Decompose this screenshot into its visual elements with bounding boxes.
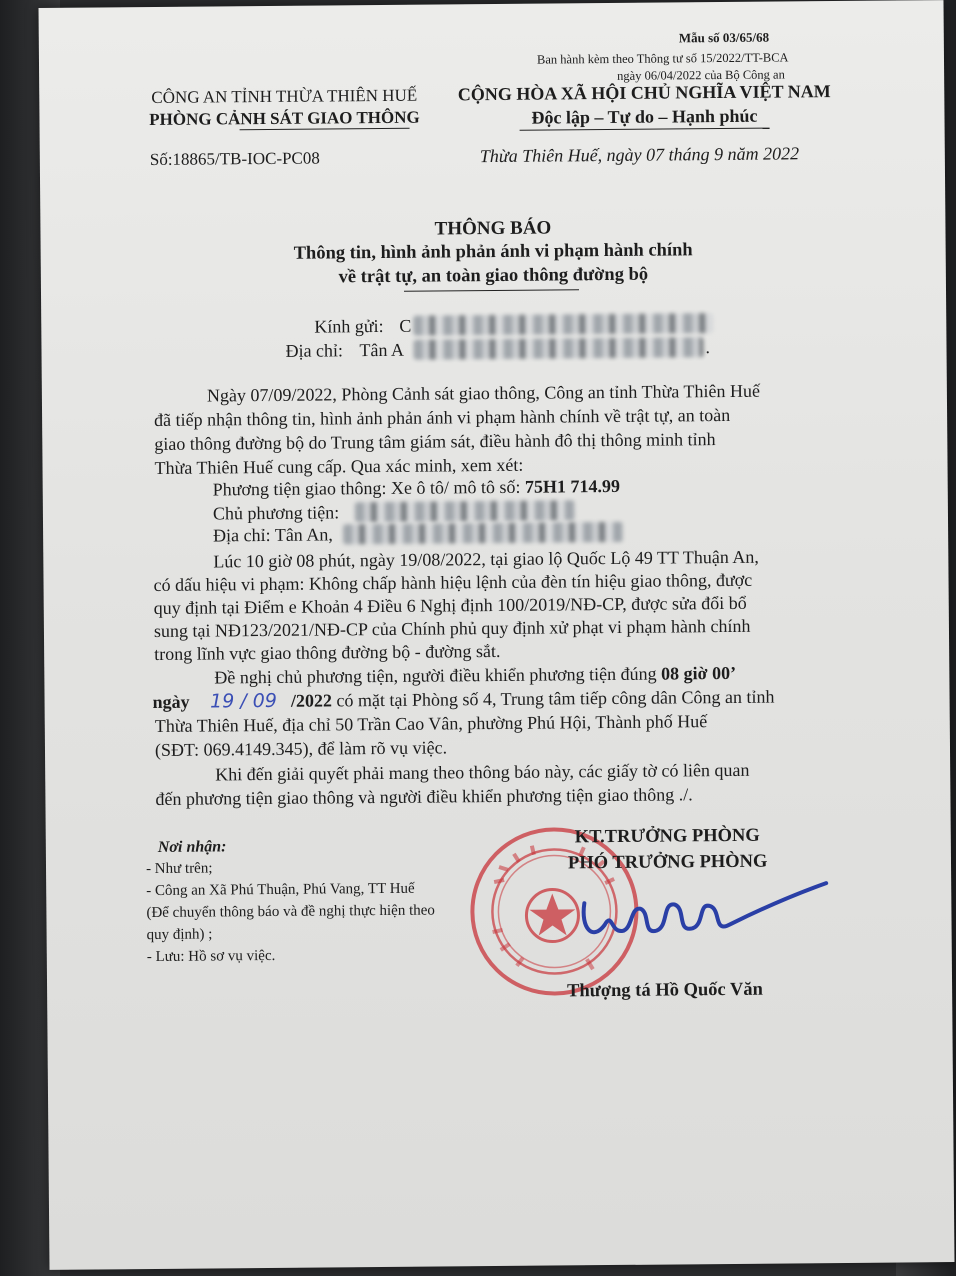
owner-label: Chủ phương tiện: <box>212 502 340 524</box>
form-number: Mẫu số 03/65/68 <box>678 29 770 46</box>
document-subtitle-1: Thông tin, hình ảnh phản ánh vi phạm hành chính <box>293 240 693 264</box>
handwritten-date: 19 / 09 <box>209 689 278 713</box>
recipients-title: Nơi nhận: <box>157 838 227 856</box>
para1-line4: Thừa Thiên Huế cung cấp. Qua xác minh, xem xét: <box>154 454 524 478</box>
para2-line2: có dấu hiệu vi phạm: Không chấp hành hiệu lệnh của đèn tín hiệu giao thông, được <box>153 569 753 595</box>
recipient-label: Kính gửi: <box>314 315 384 337</box>
subtitle-underline <box>404 289 579 292</box>
form-issued-line2: ngày 06/04/2022 của Bộ Công an <box>617 67 785 83</box>
department-underline <box>240 128 410 130</box>
owner-address-label: Địa chỉ: Tân An, <box>213 524 333 546</box>
appointment-year: /2022 <box>290 690 333 711</box>
document-title: THÔNG BÁO <box>434 217 552 240</box>
address-label: Địa chỉ: <box>285 340 344 361</box>
place-date: Thừa Thiên Huế, ngày 07 tháng 9 năm 2022 <box>479 143 800 167</box>
para3-text: Đề nghị chủ phương tiện, người điều khiển phương tiện đúng <box>214 663 662 688</box>
recipient-item-1: - Như trên; <box>145 860 213 878</box>
para4-line1: Khi đến giải quyết phải mang theo thông báo này, các giấy tờ có liên quan <box>215 759 750 785</box>
appointment-day-label: ngày <box>152 691 190 713</box>
para3-line2 <box>152 686 774 713</box>
appointment-time: 08 giờ 00’ <box>661 662 737 684</box>
vehicle-line <box>213 475 620 501</box>
address-end: . <box>705 337 711 358</box>
vehicle-label: Phương tiện giao thông: Xe ô tô/ mô tô số: <box>212 476 526 500</box>
para3-line1 <box>214 662 736 689</box>
national-motto: Độc lập – Tự do – Hạnh phúc <box>531 105 758 128</box>
recipient-item-2: - Công an Xã Phú Thuận, Phú Vang, TT Huế <box>146 880 415 900</box>
form-issued-line1: Ban hành kèm theo Thông tư số 15/2022/TT-BCA <box>536 50 789 67</box>
department-name: PHÒNG CẢNH SÁT GIAO THÔNG <box>149 107 420 130</box>
document-number: Số:18865/TB-IOC-PC08 <box>149 148 320 170</box>
country-name: CỘNG HÒA XÃ HỘI CHỦ NGHĨA VIỆT NAM <box>457 81 831 105</box>
license-plate: 75H1 714.99 <box>524 475 621 497</box>
redacted-owner-name <box>355 500 575 522</box>
para2-line1: Lúc 10 giờ 08 phút, ngày 19/08/2022, tại giao lộ Quốc Lộ 49 TT Thuận An, <box>213 546 759 572</box>
para1-line3: giao thông đường bộ do Trung tâm giám sát, điều hành đô thị thông minh tỉnh <box>154 429 716 454</box>
handwritten-signature <box>574 871 835 953</box>
recipient-item-3: (Để chuyển thông báo và đề nghị thực hiện theo <box>146 902 435 922</box>
redacted-owner-address <box>343 522 623 544</box>
signature-title-line1: KT.TRƯỞNG PHÒNG <box>574 825 760 848</box>
para1-line1: Ngày 07/09/2022, Phòng Cảnh sát giao thông, Công an tỉnh Thừa Thiên Huế <box>206 380 761 406</box>
agency-name: CÔNG AN TỈNH THỪA THIÊN HUẾ <box>151 85 418 107</box>
para3-line4: (SĐT: 069.4149.345), để làm rõ vụ việc. <box>154 737 448 760</box>
recipient-item-5: - Lưu: Hồ sơ vụ việc. <box>146 947 276 966</box>
document-page <box>39 0 955 1270</box>
para3-line2-rest: có mặt tại Phòng số 4, Trung tâm tiếp công dân Công an tỉnh <box>331 686 775 711</box>
para3-line3: Thừa Thiên Huế, địa chỉ 50 Trần Cao Vân, phường Phú Hội, Thành phố Huế <box>154 711 708 736</box>
para2-line5: trong lĩnh vực giao thông đường bộ - đường sắt. <box>154 640 501 664</box>
document-subtitle-2: về trật tự, an toàn giao thông đường bộ <box>338 264 649 288</box>
para2-line4: sung tại NĐ123/2021/NĐ-CP của Chính phủ quy định xử phạt vi phạm hành chính <box>153 615 751 641</box>
para4-line2: đến phương tiện giao thông và người điều khiển phương tiện giao thông ./. <box>155 784 693 809</box>
recipient-name-prefix: C <box>399 315 412 336</box>
redacted-recipient-name <box>413 313 713 336</box>
recipient-item-4: quy định) ; <box>146 926 213 944</box>
redacted-recipient-address <box>413 337 703 360</box>
para2-line3: quy định tại Điểm e Khoản 4 Điều 6 Nghị định 100/2019/NĐ-CP, được sửa đổi bổ <box>153 592 747 618</box>
para1-line2: đã tiếp nhận thông tin, hình ảnh phản ánh vi phạm hành chính về trật tự, an toàn <box>154 404 731 430</box>
signature-title-line2: PHÓ TRƯỞNG PHÒNG <box>567 851 768 874</box>
signer-name: Thượng tá Hồ Quốc Văn <box>567 979 763 1002</box>
address-prefix: Tân A <box>359 339 405 361</box>
